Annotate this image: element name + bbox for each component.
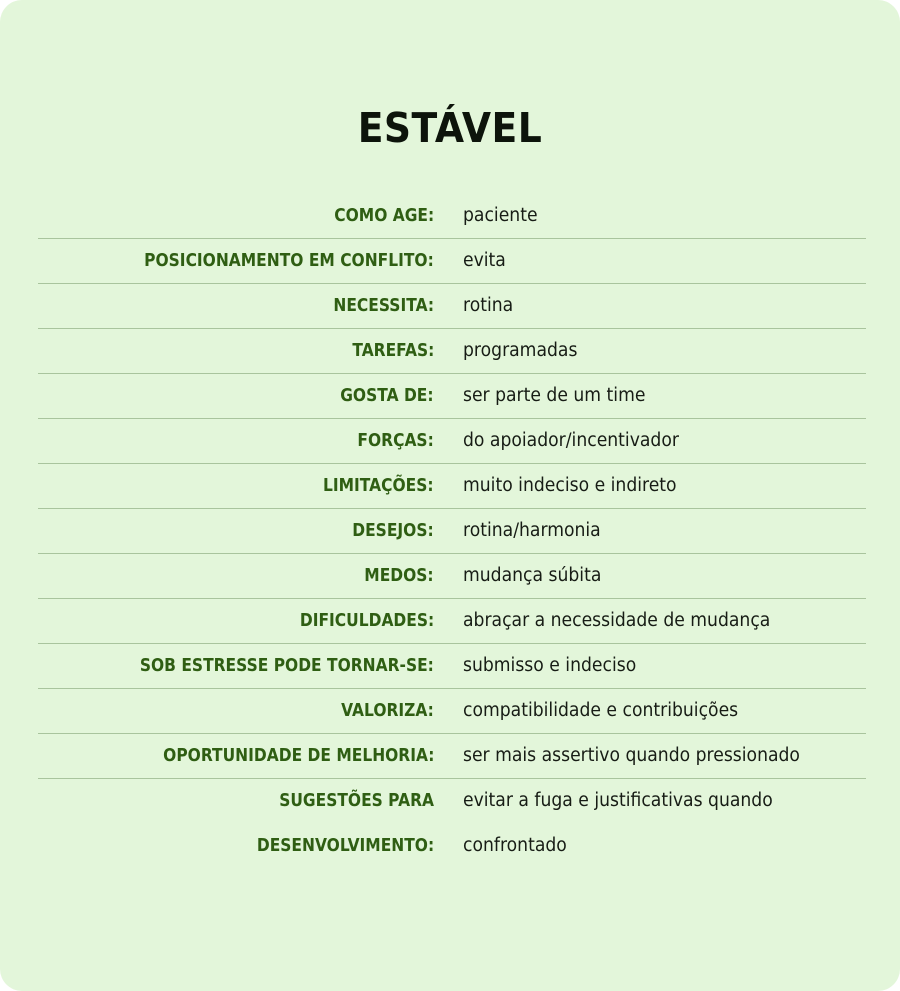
- table-row: [38, 734, 866, 779]
- table-row: [38, 644, 866, 689]
- row-label: TAREFAS:: [352, 340, 434, 361]
- table-row: [38, 599, 866, 644]
- row-value: mudança súbita: [463, 565, 602, 586]
- table-row: [38, 464, 866, 509]
- row-label: DESEJOS:: [352, 520, 434, 541]
- row-label: DIFICULDADES:: [299, 610, 434, 631]
- row-label: SUGESTÕES PARA: [279, 790, 434, 811]
- row-value: paciente: [463, 205, 538, 226]
- row-value: do apoiador/incentivador: [463, 430, 679, 451]
- row-label: DESENVOLVIMENTO:: [256, 835, 434, 856]
- row-label: GOSTA DE:: [340, 385, 434, 406]
- row-label: LIMITAÇÕES:: [323, 475, 434, 496]
- row-value: evita: [463, 250, 506, 271]
- table-row: [38, 779, 866, 824]
- row-label: VALORIZA:: [341, 700, 434, 721]
- row-value: compatibilidade e contribuições: [463, 700, 739, 721]
- row-value: rotina: [463, 295, 514, 316]
- table-row: [38, 284, 866, 329]
- row-label: SOB ESTRESSE PODE TORNAR-SE:: [140, 655, 434, 676]
- table-row: [38, 509, 866, 554]
- table-row: [38, 554, 866, 599]
- row-label: MEDOS:: [364, 565, 434, 586]
- attribute-table: [38, 194, 866, 869]
- row-label: COMO AGE:: [334, 205, 434, 226]
- row-value: ser mais assertivo quando pressionado: [463, 745, 800, 766]
- row-value: submisso e indeciso: [463, 655, 637, 676]
- row-value: evitar a fuga e justificativas quando: [463, 790, 773, 811]
- table-row: [38, 194, 866, 239]
- row-label: FORÇAS:: [357, 430, 434, 451]
- table-row: [38, 329, 866, 374]
- table-row: [38, 239, 866, 284]
- row-value: confrontado: [463, 835, 567, 856]
- row-value: abraçar a necessidade de mudança: [463, 610, 771, 631]
- row-label: NECESSITA:: [333, 295, 434, 316]
- row-label: OPORTUNIDADE DE MELHORIA:: [162, 745, 434, 766]
- table-row: [38, 419, 866, 464]
- row-value: muito indeciso e indireto: [463, 475, 677, 496]
- row-value: rotina/harmonia: [463, 520, 601, 541]
- table-row: [38, 689, 866, 734]
- row-label: POSICIONAMENTO EM CONFLITO:: [144, 250, 434, 271]
- table-row: [38, 824, 866, 869]
- row-value: programadas: [463, 340, 578, 361]
- row-value: ser parte de um time: [463, 385, 646, 406]
- card-title: ESTÁVEL: [357, 104, 543, 152]
- table-row: [38, 374, 866, 419]
